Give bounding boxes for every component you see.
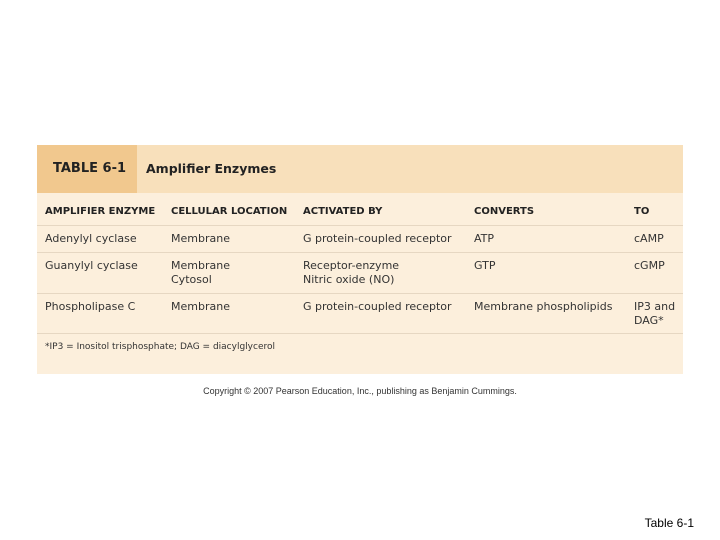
col-header: CELLULAR LOCATION [171, 206, 288, 217]
cell: Adenylyl cyclase [45, 232, 137, 245]
cell: Membrane [171, 300, 230, 313]
cell: IP3 and [634, 300, 676, 313]
column-headers [37, 197, 683, 226]
cell: GTP [474, 259, 496, 272]
cell: Membrane [171, 232, 230, 245]
cell: Membrane [171, 259, 230, 272]
col-header: CONVERTS [474, 206, 535, 217]
cell: cGMP [634, 259, 665, 272]
cell: Nitric oxide (NO) [303, 273, 395, 286]
cell: ATP [474, 232, 495, 245]
cell: G protein-coupled receptor [303, 300, 452, 313]
table-number: TABLE 6-1 [37, 145, 137, 193]
cell: Receptor-enzyme [303, 259, 400, 272]
table-header [37, 145, 683, 193]
amplifier-enzymes-table [37, 145, 683, 374]
table-row [37, 293, 683, 334]
cell: Phospholipase C [45, 300, 136, 313]
slide-label: Table 6-1 [644, 516, 694, 530]
col-header: TO [634, 206, 650, 217]
cell: DAG* [634, 314, 664, 327]
table-footnote: *IP3 = Inositol trisphosphate; DAG = diacylglycerol [45, 342, 275, 352]
cell: Guanylyl cyclase [45, 259, 138, 272]
table-row [37, 225, 683, 253]
cell: cAMP [634, 232, 664, 245]
col-header: ACTIVATED BY [303, 206, 383, 217]
copyright-notice: Copyright © 2007 Pearson Education, Inc., publishing as Benjamin Cummings. [203, 386, 517, 396]
cell: Membrane phospholipids [474, 300, 613, 313]
table-row [37, 252, 683, 294]
cell: Cytosol [171, 273, 212, 286]
cell: G protein-coupled receptor [303, 232, 452, 245]
table-title: Amplifier Enzymes [146, 161, 277, 176]
col-header: AMPLIFIER ENZYME [45, 206, 156, 217]
